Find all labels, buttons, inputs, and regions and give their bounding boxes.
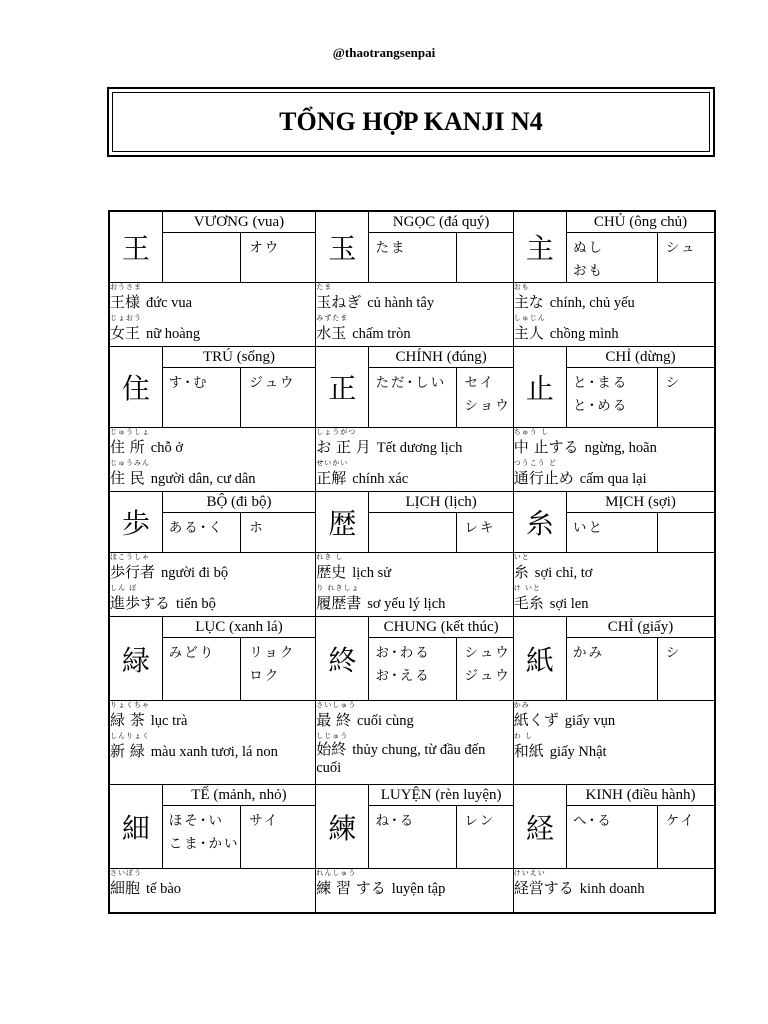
kun-reading <box>567 513 658 552</box>
on-reading <box>658 368 714 427</box>
example-meaning: tiến bộ <box>176 596 216 612</box>
example-meaning: chính xác <box>352 471 409 487</box>
on-reading-line: オウ <box>249 240 281 256</box>
kanji-meaning: LỤC (xanh lá) <box>163 617 316 638</box>
furigana: りょくちゃ <box>110 701 150 709</box>
kun-reading-line <box>375 260 455 261</box>
furigana: しょうがつ <box>316 428 357 436</box>
furigana: みずたま <box>316 314 349 322</box>
example-meaning: thủy chung, từ đầu đến cuối <box>316 742 486 776</box>
on-reading-line: シュウ <box>464 645 511 661</box>
example-entry <box>514 553 714 584</box>
kun-reading-line: こま･かい <box>168 836 240 852</box>
on-reading-line: サイ <box>249 813 280 829</box>
on-reading-line: シ <box>665 645 682 661</box>
example-word: 歴史 <box>316 563 347 581</box>
example-meaning: cuối cùng <box>357 713 414 729</box>
example-meaning: chính, chủ yếu <box>549 295 635 311</box>
example-entry <box>110 459 315 490</box>
example-meaning: tế bào <box>146 881 182 897</box>
on-reading <box>457 806 513 868</box>
kun-reading <box>163 806 242 868</box>
reading-block <box>369 617 513 701</box>
kanji-character: 正 <box>316 347 369 428</box>
kun-reading-line: ぬし <box>573 240 604 256</box>
on-reading-line: レキ <box>464 520 496 536</box>
reading-block <box>369 211 513 283</box>
example-meaning: chấm tròn <box>352 326 411 342</box>
title-frame <box>107 87 715 157</box>
on-reading-line: ホ <box>249 520 265 536</box>
example-entry <box>316 428 513 459</box>
furigana: わ し <box>513 732 534 740</box>
page-title: TỔNG HỢP KANJI N4 <box>112 92 710 152</box>
kanji-character: 王 <box>109 211 162 283</box>
example-entry <box>110 314 315 345</box>
kanji-meaning: TẾ (mảnh, nhỏ) <box>163 785 316 806</box>
example-meaning: sợi len <box>549 596 589 612</box>
reading-block <box>567 347 716 428</box>
furigana: しん ぽ <box>110 584 138 592</box>
furigana: じゅうしょ <box>110 428 150 436</box>
example-word: 最 終 <box>316 711 352 729</box>
furigana: おうさま <box>110 283 142 291</box>
example-word: 玉ねぎ <box>316 293 362 311</box>
on-reading-line: シ <box>665 375 682 391</box>
furigana: かみ <box>513 701 530 709</box>
on-reading <box>241 233 315 282</box>
reading-block <box>162 492 316 553</box>
kun-reading-line <box>375 518 455 519</box>
kun-reading-line <box>375 833 455 834</box>
example-word: 新 緑 <box>110 742 145 760</box>
kanji-meaning: KINH (điều hành) <box>567 785 714 806</box>
on-reading <box>457 368 513 427</box>
example-entry <box>316 584 513 615</box>
example-row <box>109 553 715 617</box>
kanji-meaning: VƯƠNG (vua) <box>163 212 316 233</box>
example-entry <box>316 732 513 777</box>
on-reading <box>658 513 714 552</box>
reading-block <box>369 785 513 869</box>
on-reading <box>457 513 513 552</box>
example-entry <box>514 283 714 314</box>
example-entry <box>514 314 714 345</box>
kun-reading-line <box>573 833 657 834</box>
furigana: せいかい <box>316 459 349 467</box>
kun-reading-line: と･める <box>573 398 629 414</box>
example-word: 紙くず <box>513 711 559 729</box>
example-word: 進歩する <box>110 594 171 612</box>
kanji-meaning: CHỦ (ông chủ) <box>567 212 714 233</box>
example-meaning: lịch sử <box>352 565 392 581</box>
kun-reading-line: ある･く <box>168 520 224 536</box>
furigana: けいえい <box>513 869 546 877</box>
example-word: 通行止め <box>513 469 574 487</box>
example-cell <box>316 701 514 785</box>
example-entry <box>514 732 714 763</box>
kun-reading-line <box>169 665 241 666</box>
example-cell <box>109 869 316 913</box>
kanji-meaning: CHUNG (kết thúc) <box>369 617 512 638</box>
example-word: 履歴書 <box>316 594 362 612</box>
reading-block <box>162 347 316 428</box>
example-meaning: người dân, cư dân <box>150 471 256 487</box>
kun-reading-line: いと <box>573 520 604 536</box>
kun-reading-line <box>573 665 657 666</box>
on-reading <box>457 638 513 700</box>
kanji-meaning: TRÚ (sống) <box>163 347 316 368</box>
example-entry <box>316 553 513 584</box>
example-meaning: ngừng, hoãn <box>584 440 657 456</box>
example-cell <box>316 869 514 913</box>
example-meaning: Tết dương lịch <box>376 440 463 456</box>
example-entry <box>316 869 513 900</box>
kun-reading-line: へ･る <box>573 813 613 829</box>
reading-block <box>567 492 716 553</box>
kun-reading-line: お･える <box>375 668 431 684</box>
on-reading <box>241 638 315 700</box>
kun-reading <box>567 233 658 283</box>
example-word: 住 所 <box>110 438 145 456</box>
example-meaning: người đi bộ <box>161 565 229 581</box>
kun-reading <box>369 638 456 700</box>
example-cell <box>109 428 316 492</box>
example-meaning: củ hành tây <box>367 295 435 311</box>
on-reading <box>457 233 513 282</box>
example-entry <box>514 584 714 615</box>
furigana: しじゅう <box>316 732 349 740</box>
example-row <box>109 283 715 347</box>
furigana: しゅじん <box>513 314 546 322</box>
example-word: お 正 月 <box>316 438 371 456</box>
kun-reading <box>369 233 456 282</box>
kun-reading-line: す･む <box>168 375 209 391</box>
example-entry <box>514 459 714 490</box>
kanji-meaning: CHỈ (dừng) <box>567 347 714 368</box>
on-reading-line: セイ <box>464 375 496 391</box>
kun-reading-line: おも <box>573 263 604 279</box>
kanji-character: 歴 <box>316 492 369 553</box>
furigana: じゅうみん <box>110 459 150 467</box>
example-cell <box>316 428 514 492</box>
furigana: れき し <box>316 553 344 561</box>
example-entry <box>514 869 714 900</box>
kun-reading-line: ただ･しい <box>375 375 447 391</box>
kanji-character: 練 <box>316 785 369 869</box>
author-handle: @thaotrangsenpai <box>332 45 436 60</box>
example-entry <box>316 459 513 490</box>
example-word: 細胞 <box>110 879 141 897</box>
reading-block <box>369 492 513 553</box>
kanji-meaning: BỘ (đi bộ) <box>163 492 316 513</box>
example-cell <box>109 283 316 347</box>
kanji-character: 紙 <box>513 617 566 701</box>
reading-block <box>369 347 513 428</box>
example-word: 経営する <box>513 879 574 897</box>
on-reading <box>658 806 714 868</box>
kun-reading-line <box>169 540 241 541</box>
furigana: つうこう ど <box>513 459 558 467</box>
on-reading <box>241 513 315 552</box>
example-cell <box>109 701 316 785</box>
example-word: 主人 <box>513 324 544 342</box>
example-word: 歩行者 <box>110 563 156 581</box>
kun-reading <box>567 368 658 427</box>
kun-reading <box>163 638 242 700</box>
example-entry <box>316 314 513 345</box>
on-reading-line: レン <box>464 813 496 829</box>
example-meaning: giấy Nhật <box>549 744 607 760</box>
kanji-row <box>109 492 715 553</box>
example-word: 和紙 <box>513 742 544 760</box>
example-word: 主な <box>513 293 544 311</box>
kun-reading-line: ほそ･い <box>168 813 224 829</box>
example-meaning: lục trà <box>150 713 188 729</box>
kun-reading <box>567 638 658 700</box>
kanji-meaning: LỊCH (lịch) <box>369 492 512 513</box>
example-word: 王様 <box>110 293 141 311</box>
example-word: 中 止する <box>513 438 579 456</box>
example-meaning: chồng mình <box>549 326 619 342</box>
kun-reading-line <box>573 540 657 541</box>
example-entry <box>110 732 315 763</box>
kun-reading-line: たま <box>375 240 407 256</box>
kanji-character: 玉 <box>316 211 369 283</box>
example-entry <box>514 701 714 732</box>
example-meaning: giấy vụn <box>564 713 616 729</box>
example-meaning: kinh doanh <box>579 881 645 897</box>
example-meaning: chỗ ở <box>150 440 184 456</box>
example-meaning: nữ hoàng <box>146 326 201 342</box>
kanji-character: 主 <box>513 211 566 283</box>
kanji-meaning: CHỈ (giấy) <box>567 617 714 638</box>
kanji-character: 緑 <box>109 617 162 701</box>
kun-reading <box>163 368 242 427</box>
example-entry <box>110 283 315 314</box>
example-cell <box>316 553 514 617</box>
example-cell <box>513 283 715 347</box>
example-word: 練 習 する <box>316 879 386 897</box>
example-row <box>109 701 715 785</box>
example-entry <box>110 701 315 732</box>
on-reading-line: ケイ <box>665 813 696 829</box>
example-cell <box>513 869 715 913</box>
kanji-character: 糸 <box>513 492 566 553</box>
example-cell <box>513 553 715 617</box>
kun-reading-line: と･まる <box>573 375 629 391</box>
example-entry <box>514 428 714 459</box>
furigana: おも <box>513 283 530 291</box>
kanji-meaning: NGỌC (đá quý) <box>369 212 512 233</box>
kun-reading-line <box>375 395 455 396</box>
example-entry <box>316 701 513 732</box>
on-reading-line: ジュウ <box>464 668 511 684</box>
example-entry <box>110 553 315 584</box>
kun-reading-line: みどり <box>168 645 216 661</box>
kanji-character: 止 <box>513 347 566 428</box>
example-entry <box>110 869 315 900</box>
kanji-character: 住 <box>109 347 162 428</box>
example-word: 毛糸 <box>513 594 544 612</box>
kun-reading-line <box>169 395 241 396</box>
kun-reading-line: お･わる <box>375 645 431 661</box>
kanji-row <box>109 785 715 869</box>
example-row <box>109 428 715 492</box>
example-entry <box>110 584 315 615</box>
example-word: 女王 <box>110 324 141 342</box>
kanji-meaning: LUYỆN (rèn luyện) <box>369 785 512 806</box>
example-cell <box>513 428 715 492</box>
kanji-character: 終 <box>316 617 369 701</box>
example-entry <box>316 283 513 314</box>
example-cell <box>513 701 715 785</box>
kanji-row <box>109 347 715 428</box>
furigana: り れきしょ <box>316 584 360 592</box>
example-meaning: đức vua <box>146 295 193 311</box>
example-word: 正解 <box>316 469 347 487</box>
kun-reading-line: かみ <box>573 645 604 661</box>
reading-block <box>162 617 316 701</box>
reading-block <box>567 211 716 283</box>
kanji-character: 歩 <box>109 492 162 553</box>
example-meaning: sợi chỉ, tơ <box>534 565 593 581</box>
kun-reading <box>369 513 456 552</box>
kun-reading <box>369 806 456 868</box>
kun-reading <box>567 806 658 868</box>
on-reading <box>241 806 315 868</box>
on-reading <box>658 638 714 700</box>
on-reading <box>658 233 714 283</box>
furigana: しんりょく <box>110 732 150 740</box>
furigana: さいしゅう <box>316 701 357 709</box>
example-meaning: sơ yếu lý lịch <box>367 596 446 612</box>
example-cell <box>109 553 316 617</box>
kanji-table <box>108 210 716 914</box>
on-reading-line: ジュウ <box>249 375 296 391</box>
reading-block <box>567 785 716 869</box>
on-reading-line: ショウ <box>464 398 511 414</box>
example-word: 住 民 <box>110 469 145 487</box>
kanji-row <box>109 211 715 283</box>
furigana: じょおう <box>110 314 142 322</box>
furigana: いと <box>513 553 530 561</box>
example-meaning: luyện tập <box>391 881 446 897</box>
example-meaning: cấm qua lại <box>579 471 647 487</box>
kun-reading <box>163 513 242 552</box>
example-entry <box>110 428 315 459</box>
furigana: け いと <box>513 584 542 592</box>
reading-block <box>162 785 316 869</box>
kanji-meaning: CHÍNH (đúng) <box>369 347 512 368</box>
on-reading-line: リョク <box>249 645 296 661</box>
example-word: 糸 <box>513 563 529 581</box>
furigana: れんしゅう <box>316 869 357 877</box>
reading-block <box>162 211 316 283</box>
example-row <box>109 869 715 913</box>
kun-reading-line: ね･る <box>375 813 416 829</box>
kun-reading <box>163 233 242 282</box>
example-word: 緑 茶 <box>110 711 145 729</box>
kanji-character: 細 <box>109 785 162 869</box>
furigana: さいぼう <box>110 869 142 877</box>
example-word: 始終 <box>316 740 347 758</box>
example-meaning: màu xanh tươi, lá non <box>150 744 278 760</box>
furigana: ほこうしゃ <box>110 553 150 561</box>
kun-reading-line <box>169 238 241 239</box>
kanji-row <box>109 617 715 701</box>
on-reading <box>241 368 315 427</box>
furigana: ちゅう し <box>513 428 550 436</box>
reading-block <box>567 617 716 701</box>
on-reading-line: ロク <box>249 668 281 684</box>
furigana: たま <box>316 283 333 291</box>
kanji-meaning: MỊCH (sợi) <box>567 492 714 513</box>
kun-reading <box>369 368 456 427</box>
example-cell <box>316 283 514 347</box>
example-word: 水玉 <box>316 324 347 342</box>
on-reading-line: シュ <box>665 240 697 256</box>
kanji-character: 経 <box>513 785 566 869</box>
